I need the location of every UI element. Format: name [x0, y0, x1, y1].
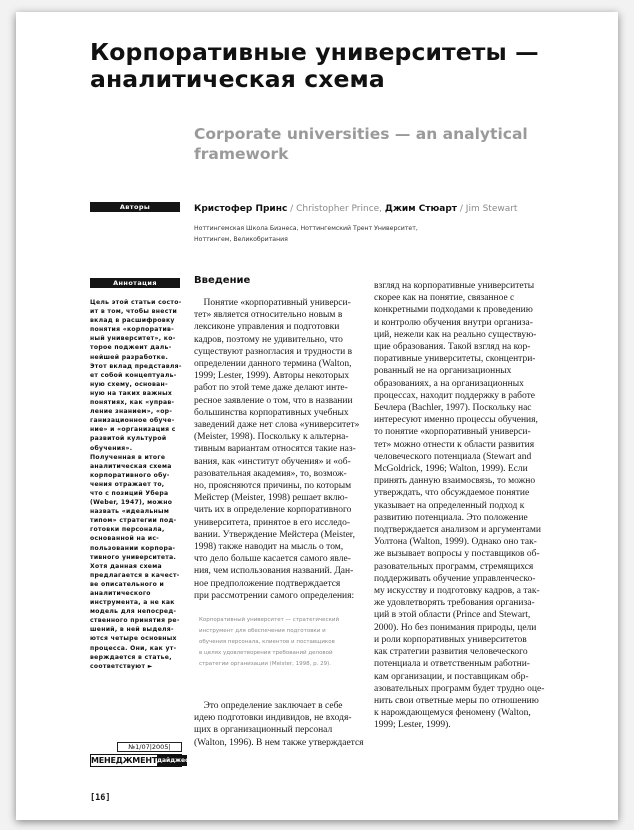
text-line: стратегии организации (Meister, 1998, p. 29).	[199, 661, 332, 667]
text-line: ственного принятия ре-	[90, 617, 180, 625]
text-line: интересуют именно процессы обучения,	[374, 415, 538, 426]
text-line: рованный не на организационных	[374, 366, 512, 377]
text-line: 1999; Lester, 1999).	[374, 720, 451, 731]
text-line: ются четыре основных	[90, 635, 177, 643]
text-line: ет собой концептуаль-	[90, 371, 177, 379]
text-line: принять данную взаимосвязь, то можно	[374, 476, 536, 487]
text-line: кадров, поэтому не удивительно, что	[194, 334, 343, 345]
text-line: (Walton, 1996). В нем также утверждается	[194, 737, 364, 748]
text-line: аналитическая схема	[90, 462, 172, 470]
text-line: ве описательного и	[90, 580, 165, 588]
text-line: Этот вклад представля-	[90, 362, 182, 370]
text-line: же вызывает вопросы у поставщиков об-	[374, 549, 540, 560]
text-line: к нарождающемуся феномену (Walton,	[374, 708, 531, 719]
text-line: щих в организационный персонал	[194, 725, 333, 736]
abstract-text	[90, 298, 182, 671]
text-line: ление знанием», «ор-	[90, 408, 173, 416]
text-line: Уолтона (Walton, 1999). Однако оно так-	[374, 537, 537, 548]
text-line: тет» является относительно новым в	[194, 310, 343, 321]
author-1-en: Christopher Prince,	[296, 204, 383, 214]
text-line: ганизационное обуче-	[90, 417, 175, 425]
text-line: скорее как на понятие, связанное с	[374, 293, 515, 304]
text-line: Мейстер (Meister, 1998) решает вклю-	[194, 493, 348, 504]
text-line: шений, в ней выделя-	[90, 626, 174, 634]
text-line: McGoldrick, 1996; Walton, 1999). Если	[374, 464, 528, 475]
text-line: Цель этой статьи состо-	[90, 299, 182, 306]
text-line: вании. Утверждение Мейстера (Meister,	[194, 529, 355, 540]
text-line: чения отражает то,	[90, 480, 165, 488]
text-line: Это определение заключает в себе	[194, 701, 343, 711]
author-separator-2: /	[459, 204, 463, 214]
text-line: процесса. Они, как ут-	[90, 644, 177, 652]
text-line: обучения персонала, клиентов и поставщиков	[199, 639, 335, 645]
article-title-en: Corporate universities — an analytical framework	[194, 125, 528, 163]
article-title-ru: Корпоративные университеты — аналитическая схема	[90, 38, 539, 93]
logo-sub-text: дайджест	[157, 757, 193, 764]
text-line: поддерживать обучение управленческо-	[374, 573, 536, 584]
text-line: определении данного термина (Walton,	[194, 359, 352, 370]
text-line: ния, чем использования названий. Дан-	[194, 566, 354, 577]
text-line: нить свои ответные меры по отношению	[374, 695, 539, 706]
text-line: ций в этой области (Prince and Stewart,	[374, 610, 531, 621]
text-line: Понятие «корпоративный универси-	[194, 298, 351, 308]
body-column-1	[194, 297, 369, 602]
text-line: подтверждается анализом и аргументами	[374, 525, 541, 536]
text-line: корпоративного обу-	[90, 471, 170, 479]
text-line: развитой культурой	[90, 435, 167, 443]
text-line: ный университет», ко-	[90, 335, 176, 343]
text-line: заведений даже нет слова «университет»	[194, 420, 360, 431]
affiliation	[194, 223, 494, 245]
text-line: типом» стратегии под-	[90, 517, 177, 525]
text-line: кам организации, и поставщикам обр-	[374, 671, 529, 682]
text-line: процессах, находит поддержку в работе	[374, 390, 536, 401]
text-line: вклад в расшифровку	[90, 317, 175, 325]
text-line: модель для непосред-	[90, 608, 177, 616]
text-line: предлагается в качест-	[90, 571, 180, 579]
text-line: назвать «идеальным	[90, 508, 170, 516]
magazine-logo	[90, 754, 193, 767]
author-2-ru: Джим Стюарт	[384, 204, 457, 214]
text-line: соответствуют ►	[90, 662, 153, 670]
authors-label: Авторы	[90, 202, 180, 212]
issue-number: №1/07|2005|	[117, 742, 182, 752]
text-line: человеческого потенциала (Stewart and	[374, 451, 532, 462]
text-line: (Meister, 1998). Поскольку к альтерна-	[194, 432, 349, 443]
text-line: пользовании корпора-	[90, 544, 176, 552]
text-line: Полученная в итоге	[90, 453, 166, 461]
text-line: 2000). Но без понимания природы, цели	[374, 622, 537, 633]
body-column-1-continued	[194, 700, 369, 749]
logo-main-text: МЕНЕДЖМЕНТ	[91, 756, 158, 765]
text-line: образованиях, а на организационных	[374, 378, 524, 389]
text-line: же удовлетворять требования организа-	[374, 598, 535, 609]
text-line: в целях удовлетворения требований деловой	[199, 650, 333, 656]
text-line: нейшей разработке.	[90, 353, 169, 361]
text-line: поративные университеты, сконцентри-	[374, 354, 536, 365]
text-line: лексиконе управления и подготовки	[194, 322, 340, 333]
text-line: идею подготовки индивидов, не входя-	[194, 713, 352, 724]
text-line: 1998) также наводит на мысль о том,	[194, 542, 344, 553]
text-line: как стратегии развития человеческого	[374, 647, 528, 658]
text-line: ную на таких важных	[90, 389, 173, 397]
text-line: ит в том, чтобы внести	[90, 308, 178, 316]
text-line: ций, нежели как на реально существую-	[374, 329, 537, 340]
text-line: тивного университета.	[90, 553, 177, 561]
text-line: тивным вариантам относятся такие наз-	[194, 444, 356, 455]
text-line: и контролю обучения внутри организа-	[374, 317, 533, 328]
text-line: взгляд на корпоративные университеты	[374, 281, 535, 291]
text-line: инструмент для обеспечения подготовки и	[199, 628, 326, 634]
text-line: Корпоративный университет — стратегический	[199, 617, 340, 623]
text-line: ное предположение подтверждается	[194, 578, 341, 589]
text-line: му искусству и подготовку кадров, а так-	[374, 586, 540, 597]
text-line: понятия «корпоратив-	[90, 326, 175, 334]
authors-line	[194, 204, 604, 214]
text-line: большинства корпоративных учебных	[194, 407, 349, 418]
text-line: основанной на ис-	[90, 535, 160, 543]
text-line: развитию потенциала. Это положение	[374, 512, 528, 523]
body-column-2	[374, 280, 549, 732]
text-line: при рассмотрении самого определения:	[194, 590, 355, 601]
affiliation-line: Ноттингем, Великобритания	[194, 236, 288, 243]
author-separator: /	[290, 204, 294, 214]
text-line: Хотя данная схема	[90, 562, 162, 570]
text-line: ную схему, основан-	[90, 380, 168, 388]
text-line: существуют разногласия и трудности в	[194, 346, 353, 357]
text-line: но, проясняются причины, по которым	[194, 481, 352, 492]
text-line: тет» можно отнести к области развития	[374, 439, 535, 450]
text-line: что с позиций Убера	[90, 489, 169, 497]
definition-quote	[199, 615, 371, 670]
text-line: Бечлера (Bachler, 1997). Поскольку нас	[374, 403, 532, 414]
text-line: понятиях, как «управ-	[90, 399, 175, 407]
author-2-en: Jim Stewart	[465, 204, 518, 214]
text-line: аналитического	[90, 590, 151, 597]
text-line: торое поджеит даль-	[90, 344, 172, 352]
text-line: вания, как «институт обучения» и «об-	[194, 456, 351, 467]
text-line: (Weber, 1947), можно	[90, 499, 173, 507]
author-1-ru: Кристофер Принс	[194, 204, 288, 214]
journal-page	[16, 12, 618, 820]
text-line: указывает на определенный подход к	[374, 500, 525, 511]
text-line: конкретными подходами к проведению	[374, 305, 533, 316]
text-line: работ по этой теме даже делают инте-	[194, 383, 348, 394]
text-line: готовки персонала,	[90, 526, 165, 534]
text-line: ресное заявление о том, что в названии	[194, 395, 353, 406]
section-heading: Введение	[194, 275, 251, 286]
text-line: то понятие «корпоративный универси-	[374, 427, 531, 438]
text-line: азовательных программ будет трудно оце-	[374, 683, 545, 694]
text-line: и роли корпоративных университетов	[374, 634, 527, 645]
text-line: утверждать, что обсуждаемое понятие	[374, 488, 530, 499]
affiliation-line: Ноттингемская Школа Бизнеса, Ноттингемский Трент Университет,	[194, 225, 418, 232]
text-line: разовательных программ, стремящихся	[374, 561, 534, 572]
text-line: обучения».	[90, 444, 133, 452]
text-line: 1999; Lester, 1999). Авторы некоторых	[194, 371, 350, 382]
text-line: чить их в определение корпоративного	[194, 505, 352, 516]
abstract-label: Аннотация	[90, 278, 180, 288]
text-line: ние» и «организация с	[90, 426, 176, 434]
text-line: что дело больше касается самого явле-	[194, 554, 351, 565]
text-line: щие образования. Такой взгляд на кор-	[374, 342, 531, 353]
text-line: потенциала и ответственным работни-	[374, 659, 530, 670]
text-line: разовательная академия», то, возмож-	[194, 468, 347, 479]
text-line: верждается в статье,	[90, 653, 172, 661]
text-line: университета, принятое в его исследо-	[194, 517, 351, 528]
page-number: [16]	[90, 793, 111, 803]
text-line: инструмента, а не как	[90, 599, 175, 607]
